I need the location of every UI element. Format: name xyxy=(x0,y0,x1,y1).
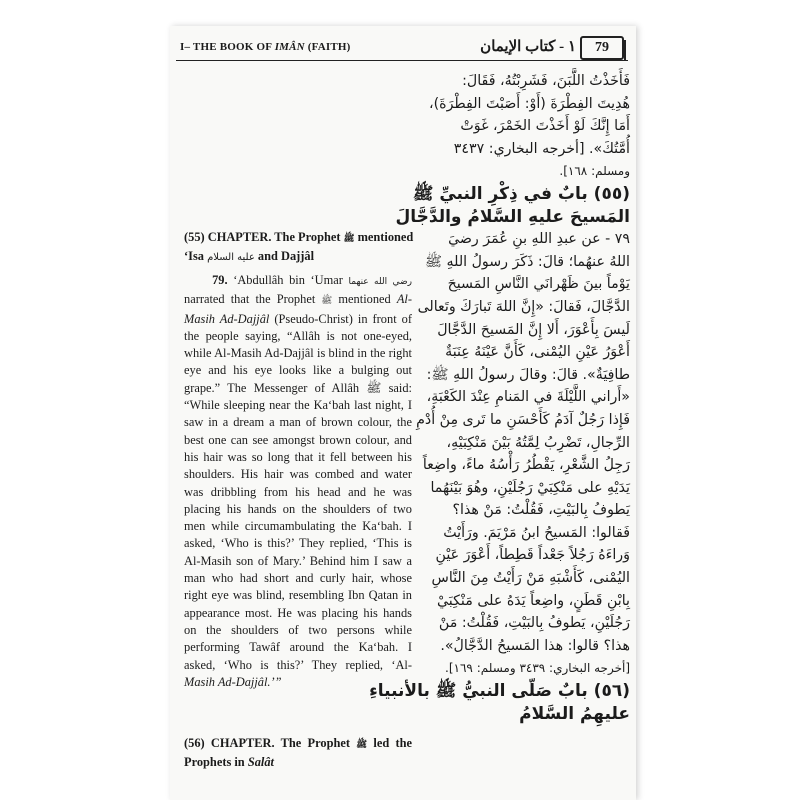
arabic-text-line: هُدِيتَ الفِطْرَةَ (أَوْ: أَصَبْتَ الفِطْرَةَ)، xyxy=(429,95,630,112)
arabic-text-line: أَمَا إِنَّكَ لَوْ أَخَذْتَ الخَمْرَ، غَوَتْ xyxy=(460,118,630,135)
arabic-text-line: يَدَيْهِ على مَنْكِبَيْ رَجُلَيْنِ، وهُوَ بَيْنَهُما xyxy=(430,479,630,496)
arabic-text-line: الرِّجالِ، تَضْرِبُ لِمَّتُهُ بَيْنَ مَنْكِبَيْهِ، xyxy=(446,434,630,451)
translation-line: shoulders. His hair was combed and water xyxy=(184,467,412,482)
arabic-text-line: يَطوفُ بِالبَيْتِ، فَقُلْتُ: مَنْ هذا؟ xyxy=(452,502,630,519)
arabic-text-line: هذا؟ قالوا: هذا المَسيحُ الدَّجَّالُ». xyxy=(440,637,630,654)
arabic-text-line: أَعْوَرُ عَيْنِ اليُمْنى، كَأَنَّ عَيْنَهُ عِنَبَةٌ xyxy=(445,344,630,361)
arabic-reference-note: ومسلم: ١٦٨]. xyxy=(559,164,630,179)
page-header xyxy=(176,34,628,61)
translation-line: right eye was blind, resembling Ibn Qatan in xyxy=(184,588,412,603)
arabic-column xyxy=(369,70,630,725)
translation-line: men while circumambulating the Ka‘bah. I xyxy=(184,519,412,534)
translation-line: grape.” The Messenger of Allâh ﷺ said: xyxy=(184,380,413,395)
chapter-55-heading: (55) CHAPTER. The Prophet ﷺ mentioned ‘Isa عليه السلام and Dajjâl xyxy=(184,230,414,264)
translation-line: performing Tawâf around the Ka‘bah. I xyxy=(184,640,412,655)
arabic-chapter-heading: (٥٥) بابٌ في ذِكْرِ النبيِّ ﷺ xyxy=(412,183,630,204)
page-number: 79 xyxy=(580,36,624,60)
translation-line: was dribbling from his head and he was xyxy=(184,484,412,499)
arabic-text-line: وَراءَهُ رَجُلاً جَعْداً قَطِطاً، أَعْوَرَ عَيْنِ xyxy=(435,547,630,564)
arabic-chapter-heading: (٥٦) بابٌ صَلّى النبيُّ ﷺ بالأنبياءِ xyxy=(369,681,630,702)
arabic-chapter-heading: المَسيحَ عليهِ السَّلامُ والدَّجَّالَ xyxy=(395,206,630,227)
translation-line: appearance most. He was placing his hands xyxy=(184,605,412,620)
header-arabic-title: ١ - كتاب الإيمان xyxy=(480,39,576,55)
translation-line: asked, ‘Who is this?’ They replied, ‘Al- xyxy=(184,657,412,672)
arabic-text-line: لَيسَ بِأَعْوَرَ، أَلا إِنَّ المَسيحَ الدَّجَّالَ xyxy=(437,321,630,338)
arabic-reference-note: [أخرجه البخاري: ٣٤٣٩ ومسلم: ١٦٩]. xyxy=(445,661,630,676)
chapter-56-heading: (56) CHAPTER. The Prophet ﷺ led the Prophets in Salât xyxy=(184,736,413,770)
arabic-text-line: يَوْماً بينَ ظَهْرانَي النَّاسِ المَسيحَ xyxy=(447,276,630,293)
arabic-text-line: طافِيَةٌ». قالَ: وقالَ رسولُ اللهِ ﷺ: xyxy=(426,366,630,383)
translation-line: “While sleeping near the Ka‘bah last night, I xyxy=(184,398,412,413)
arabic-text-line: «أَراني اللَّيْلَةَ في المَنامِ عِنْدَ الكَعْبَةِ، xyxy=(426,389,630,406)
arabic-text-line: اليُمْنى، كَأَشْبَهِ مَنْ رَأَيْتُ مِنَ النَّاسِ xyxy=(431,570,630,587)
arabic-text-line: فَأَخَذْتُ اللَّبَنَ، فَشَرِبْتُهُ، فَقَالَ: xyxy=(462,73,630,89)
translation-line: placing his hands on the shoulders of two xyxy=(184,501,412,516)
arabic-text-line: ٧٩ - عن عبدِ اللهِ بنِ عُمَرَ رضيَ xyxy=(448,231,630,248)
arabic-text-line: اللهُ عنهُما؛ قالَ: ذَكَرَ رسولُ اللهِ ﷺ xyxy=(424,253,630,270)
arabic-text-line: الدَّجَّالَ، فَقالَ: «إِنَّ اللهَ تَبارَكَ وتَعالى xyxy=(417,298,630,315)
translation-line: asked, ‘Who is this?’ They replied, ‘This is xyxy=(184,536,412,551)
translation-line: his hair was so long that it fell between his xyxy=(184,449,412,464)
arabic-text-line: رَجُلَيْنِ، يَطوفُ بِالبَيْتِ، فَقُلْتُ: مَنْ xyxy=(438,615,630,632)
arabic-text-line: رَجِلُ الشَّعْرِ، يَقْطُرُ رَأْسُهُ ماءً، واضِعاً xyxy=(422,457,630,474)
hadith-79-translation: 79. ‘Abdullâh bin ‘Umar رضي الله عنهما narrated that the Prophet ﷺ mentioned Al- Masih Ad-Dajjâl (Pseudo-Christ) in front of the people saying, “Allâh is not one-eyed, while Al-Masih Ad-Dajjâl is blind in the right eye and his eye looks like a bulging out grape.” The Messenger of Allâh ﷺ said: “While sleeping near the Ka‘bah last night, I saw in a dream a man of brown colour, the best one can see amongst brown colour, and his hair was so long that it fell between his shoulders. His hair was combed and water was dribbling from his head and he was placing his hands on the shoulders of two men while circumambulating the Ka‘bah. I asked, ‘Who is this?’ They replied, ‘This is Al-Masih son of Mary.’ Behind him I saw a man who had short and curly hair, whose right eye was blind, resembling Ibn Qatan in appearance most. He was placing his hands on the shoulders of two persons while performing Tawâf around the Ka‘bah. I asked, ‘Who is this?’ They replied, ‘Al- Masih Ad-Dajjâl.’” xyxy=(184,273,413,689)
arabic-text-line: أُمَّتُكَ». [أخرجه البخاري: ٣٤٣٧ xyxy=(453,140,630,157)
arabic-text-line: فَإِذا رَجُلٌ آدَمُ كَأَحْسَنِ ما تَرى مِنْ أُدْمِ xyxy=(416,411,630,428)
translation-line: saw in a dream a man of brown colour, the xyxy=(184,415,412,430)
translation-line: Al-Masih son of Mary.’ Behind him I saw a xyxy=(184,553,412,568)
arabic-chapter-heading: عليهِمُ السَّلامُ xyxy=(519,703,630,724)
arabic-text-line: فَقالوا: المَسيحُ ابنُ مَرْيَمَ. ورَأَيْتُ xyxy=(443,524,630,541)
header-book-title: I– THE BOOK OF IMÂN (FAITH) xyxy=(180,41,351,53)
translation-line: eye and his eye looks like a bulging out xyxy=(184,363,412,378)
translation-line: man who had short and curly hair, whose xyxy=(184,571,412,586)
translation-line: best one can see amongst brown colour, and xyxy=(184,432,412,447)
translation-line: on the shoulders of two persons while xyxy=(184,622,412,637)
arabic-text-line: بِابْنِ قَطَنٍ، واضِعاً يَدَهُ على مَنْكِبَيْ xyxy=(436,592,630,609)
translation-line: while Al-Masih Ad-Dajjâl is blind in the right xyxy=(184,346,412,361)
translation-line: the people saying, “Allâh is not one-eyed, xyxy=(184,328,412,343)
